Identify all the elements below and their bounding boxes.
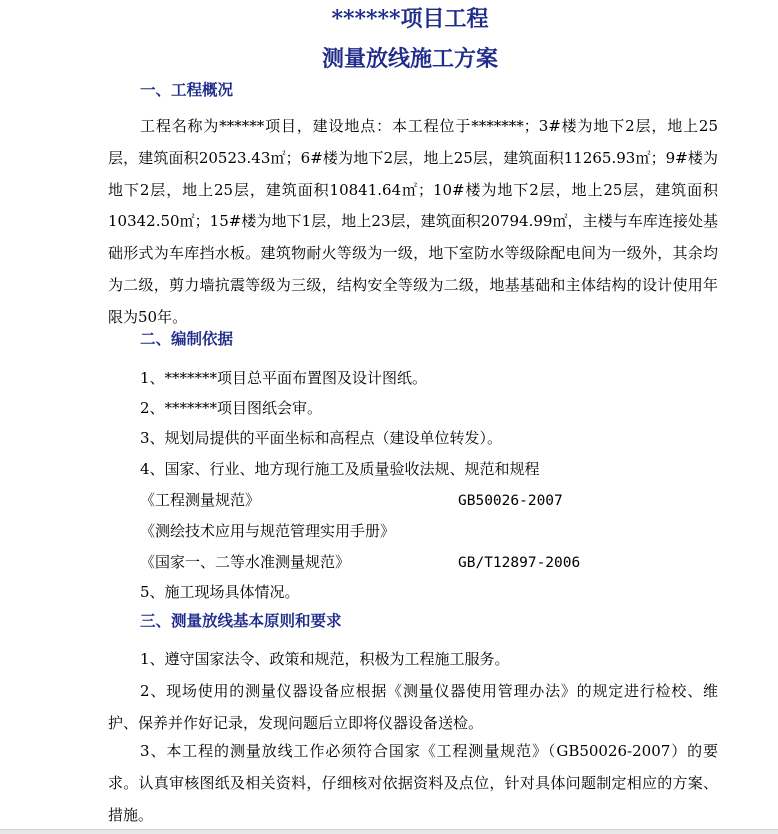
section2-heading: 二、编制依据: [140, 329, 234, 348]
section3-heading: 三、测量放线基本原则和要求: [140, 611, 342, 630]
basis-item-1: 1、*******项目总平面布置图及设计图纸。: [140, 369, 428, 387]
standard-name-3: 《国家一、二等水准测量规范》: [140, 553, 351, 571]
basis-item-5: 5、施工现场具体情况。: [140, 583, 300, 601]
principle-paragraph-3: 3、本工程的测量放线工作必须符合国家《工程测量规范》（GB50026-2007）的要求。认真审核图纸及相关资料，仔细核对依据资料及点位，针对具体问题制定相应的方案、措施。: [108, 742, 718, 824]
standard-code-1: GB50026-2007: [458, 493, 563, 509]
section1-paragraph: 工程名称为******项目，建设地点：本工程位于*******；3#楼为地下2层，地上25层，建筑面积20523.43㎡；6#楼为地下2层，地上25层，建筑面积11265.93㎡；9#楼为地下2层，地上25层，建筑面积10841.64㎡；10#楼为地下2层，地上25层，建筑面积10342.50㎡；15#楼为地下1层，地上23层，建筑面积20794.99㎡，主楼与车库连接处基础形式为车库挡水板。建筑物耐火等级为一级，地下室防水等级除配电间为一级外，其余均为二级，剪力墙抗震等级为三级，结构安全等级为二级，地基基础和主体结构的设计使用年限为50年。: [108, 117, 718, 326]
principle-paragraph-1: 1、遵守国家法令、政策和规范，积极为工程施工服务。: [140, 650, 510, 668]
basis-item-4: 4、国家、行业、地方现行施工及质量验收法规、规范和规程: [140, 460, 540, 478]
principle-paragraph-2: 2、现场使用的测量仪器设备应根据《测量仪器使用管理办法》的规定进行检校、维护、保养并作好记录，发现问题后立即将仪器设备送检。: [108, 682, 718, 732]
basis-item-3: 3、规划局提供的平面坐标和高程点（建设单位转发）。: [140, 429, 503, 447]
section1-heading: 一、工程概况: [140, 80, 234, 99]
standard-name-2: 《测绘技术应用与规范管理实用手册》: [140, 522, 396, 540]
document-title-line1: ******项目工程: [331, 6, 489, 32]
page-bottom-divider: [0, 829, 778, 834]
document-title-line2: 测量放线施工方案: [321, 46, 498, 72]
standard-code-3: GB/T12897-2006: [458, 555, 581, 571]
standard-name-1: 《工程测量规范》: [140, 491, 261, 509]
basis-item-2: 2、*******项目图纸会审。: [140, 399, 323, 417]
